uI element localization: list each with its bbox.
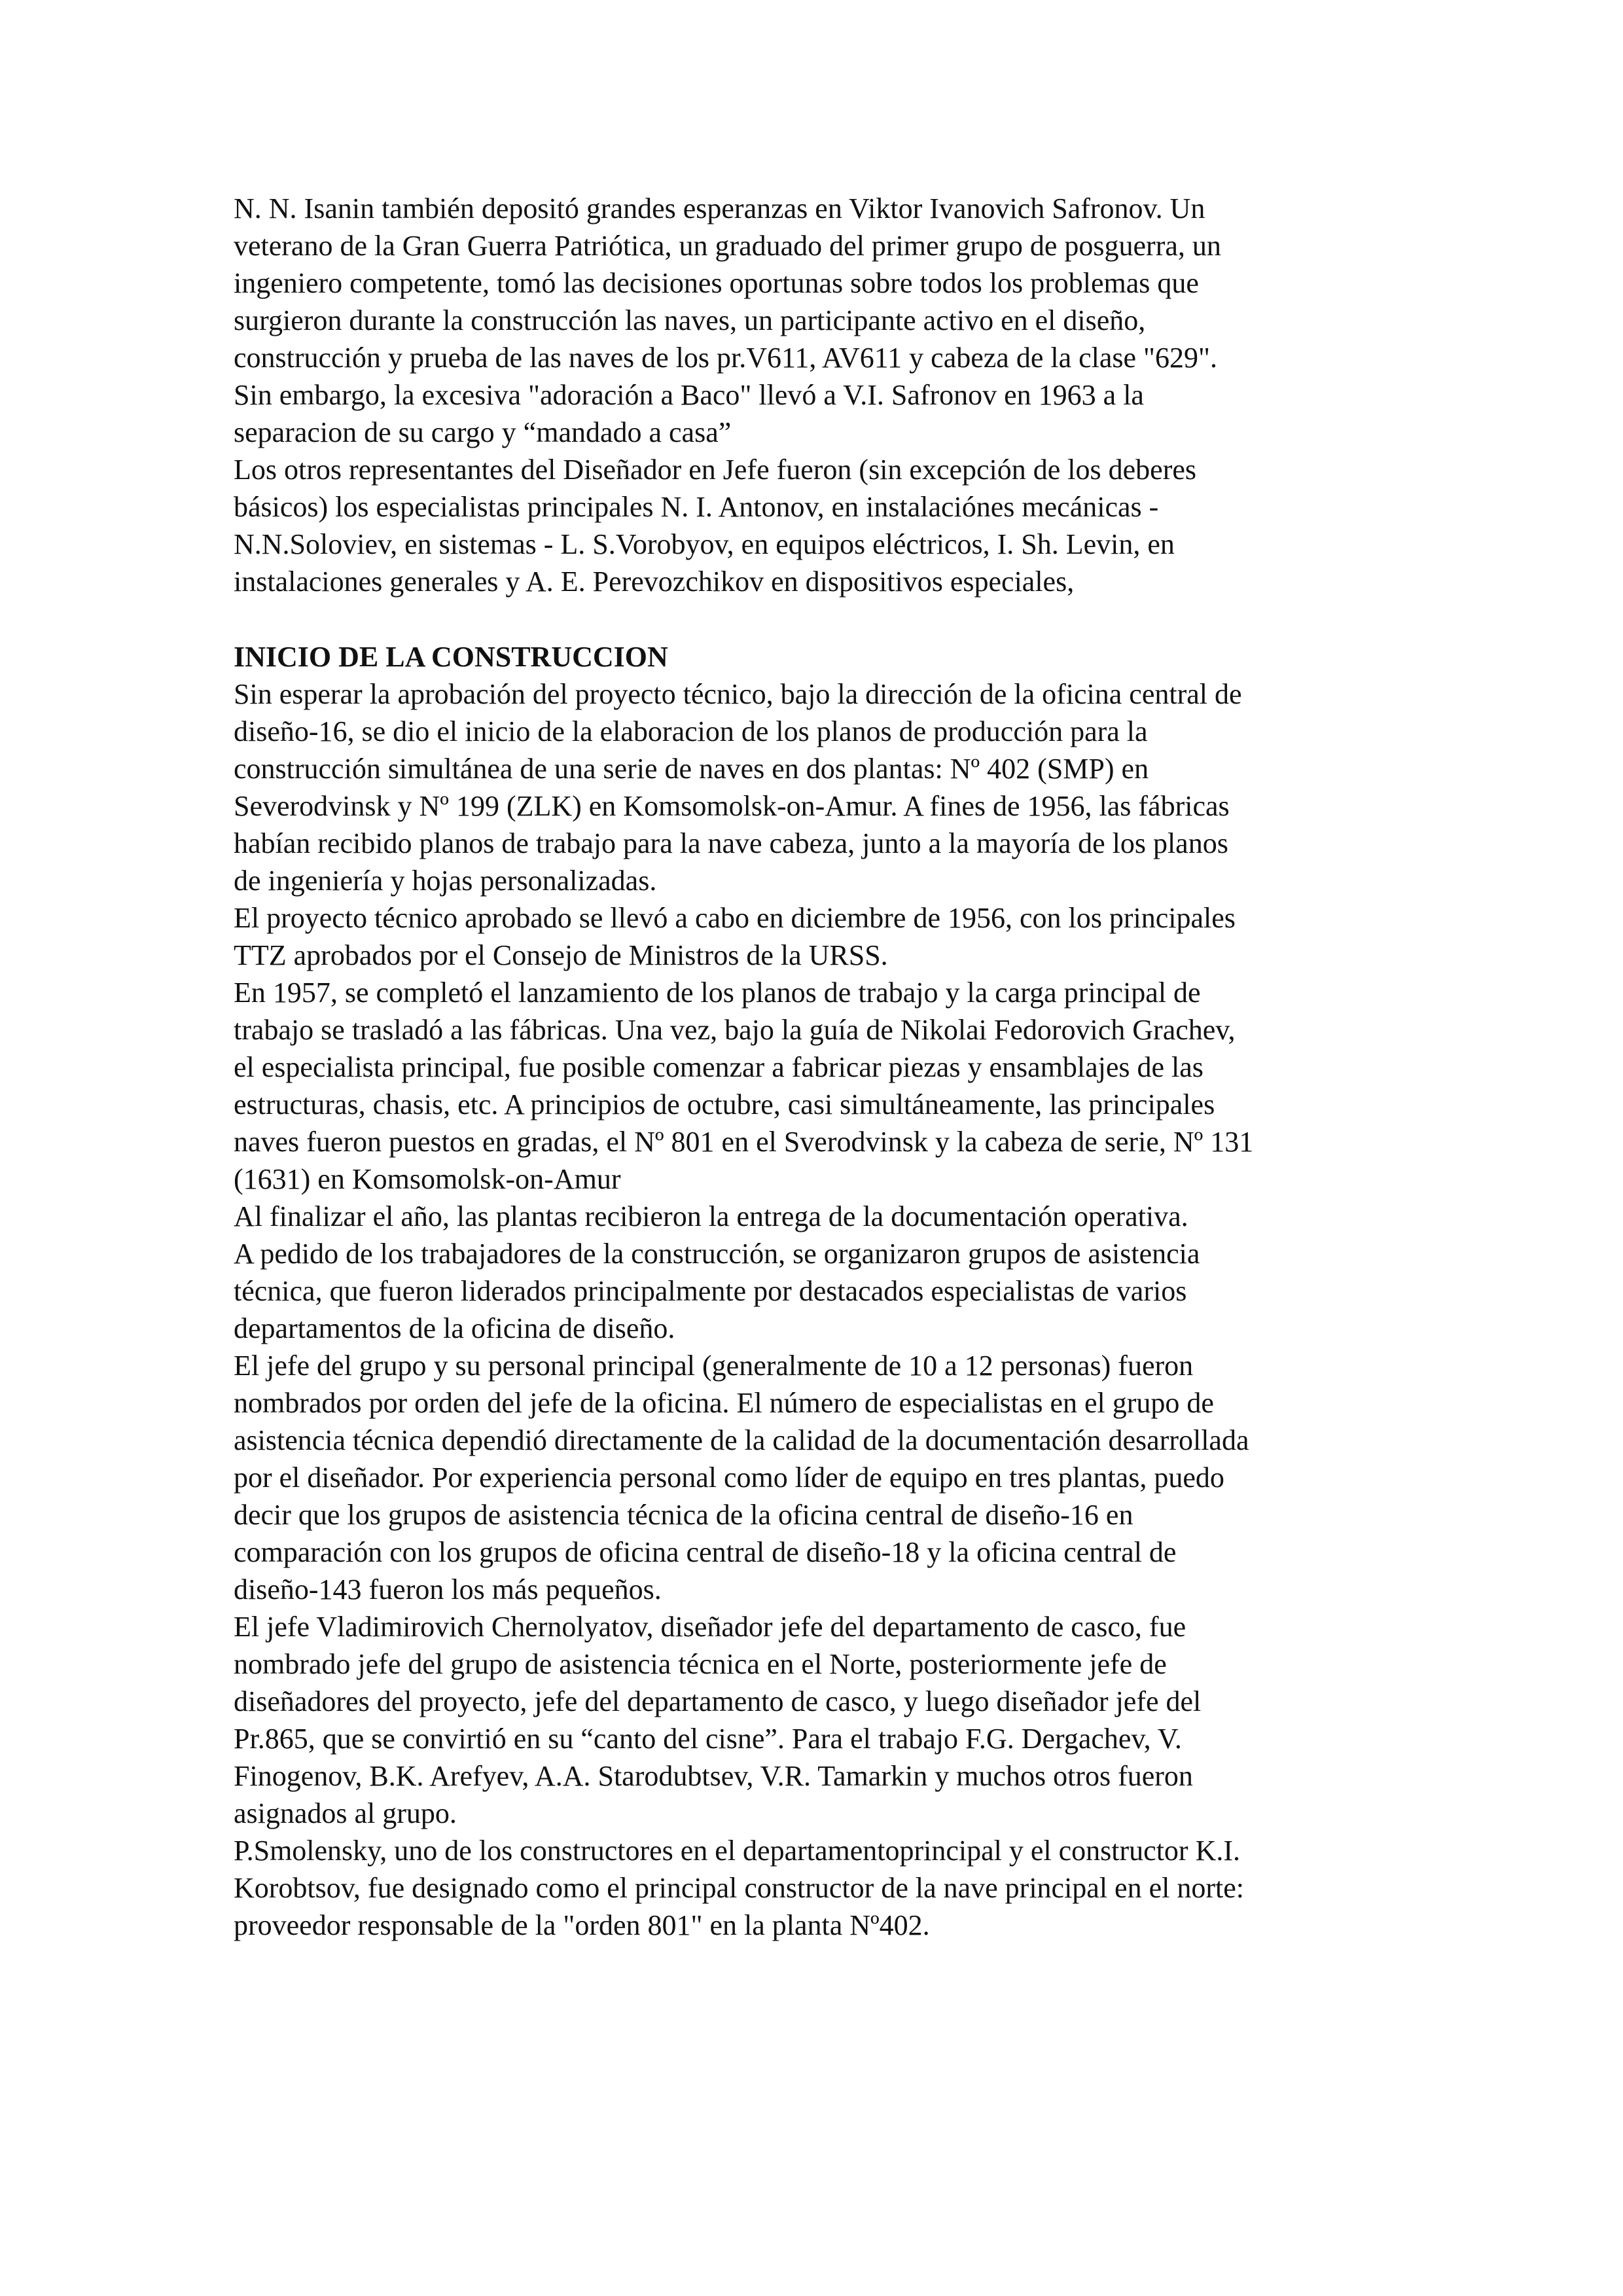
- text-line: Sin esperar la aprobación del proyecto técnico, bajo la dirección de la oficina central de: [234, 678, 1242, 710]
- text-line: construcción y prueba de las naves de los pr.V611, AV611 y cabeza de la clase "629".: [234, 342, 1217, 374]
- text-line: asistencia técnica dependió directamente de la calidad de la documentación desarrollada: [234, 1424, 1249, 1456]
- text-line: por el diseñador. Por experiencia personal como líder de equipo en tres plantas, puedo: [234, 1462, 1224, 1494]
- text-line: básicos) los especialistas principales N. I. Antonov, en instalaciónes mecánicas -: [234, 491, 1159, 523]
- text-line: diseño-143 fueron los más pequeños.: [234, 1573, 662, 1605]
- text-line: TTZ aprobados por el Consejo de Ministros de la URSS.: [234, 939, 888, 971]
- text-line: instalaciones generales y A. E. Perevozchikov en dispositivos especiales,: [234, 565, 1075, 598]
- text-line: estructuras, chasis, etc. A principios de octubre, casi simultáneamente, las principales: [234, 1088, 1215, 1121]
- text-line: veterano de la Gran Guerra Patriótica, un graduado del primer grupo de posguerra, un: [234, 230, 1221, 262]
- text-line: separacion de su cargo y “mandado a casa”: [234, 416, 732, 448]
- text-line: el especialista principal, fue posible comenzar a fabricar piezas y ensamblajes de las: [234, 1051, 1204, 1083]
- text-line: nombrados por orden del jefe de la oficina. El número de especialistas en el grupo de: [234, 1387, 1214, 1419]
- text-line: Finogenov, B.K. Arefyev, A.A. Starodubtsev, V.R. Tamarkin y muchos otros fueron: [234, 1760, 1193, 1792]
- text-line: El jefe del grupo y su personal principal (generalmente de 10 a 12 personas) fueron: [234, 1350, 1194, 1382]
- text-line: N.N.Soloviev, en sistemas - L. S.Vorobyov, en equipos eléctricos, I. Sh. Levin, en: [234, 528, 1175, 560]
- text-line: de ingeniería y hojas personalizadas.: [234, 865, 657, 897]
- text-line: diseño-16, se dio el inicio de la elaboracion de los planos de producción para la: [234, 715, 1148, 747]
- text-line: departamentos de la oficina de diseño.: [234, 1312, 675, 1344]
- text-line: A pedido de los trabajadores de la construcción, se organizaron grupos de asistencia: [234, 1238, 1200, 1270]
- text-line: nombrado jefe del grupo de asistencia técnica en el Norte, posteriormente jefe de: [234, 1648, 1167, 1680]
- text-line: técnica, que fueron liderados principalmente por destacados especialistas de varios: [234, 1275, 1187, 1307]
- text-line: Al finalizar el año, las plantas recibieron la entrega de la documentación operativa.: [234, 1200, 1188, 1232]
- text-line: Sin embargo, la excesiva "adoración a Baco" llevó a V.I. Safronov en 1963 a la: [234, 379, 1144, 411]
- construction-section: [234, 638, 1399, 1944]
- text-line: P.Smolensky, uno de los constructores en el departamentoprincipal y el constructor K.I.: [234, 1835, 1241, 1867]
- text-line: comparación con los grupos de oficina central de diseño-18 y la oficina central de: [234, 1536, 1177, 1568]
- text-line: N. N. Isanin también depositó grandes esperanzas en Viktor Ivanovich Safronov. Un: [234, 192, 1205, 224]
- text-line: decir que los grupos de asistencia técnica de la oficina central de diseño-16 en: [234, 1499, 1133, 1531]
- text-line: proveedor responsable de la "orden 801" en la planta Nº402.: [234, 1909, 930, 1941]
- text-line: Los otros representantes del Diseñador en Jefe fueron (sin excepción de los deberes: [234, 454, 1197, 486]
- text-line: (1631) en Komsomolsk-on-Amur: [234, 1163, 621, 1195]
- text-line: trabajo se trasladó a las fábricas. Una vez, bajo la guía de Nikolai Fedorovich Grachev,: [234, 1014, 1236, 1046]
- intro-paragraph: [234, 190, 1399, 600]
- text-line: Severodvinsk y Nº 199 (ZLK) en Komsomolsk-on-Amur. A fines de 1956, las fábricas: [234, 790, 1230, 822]
- text-line: asignados al grupo.: [234, 1797, 457, 1829]
- text-line: El proyecto técnico aprobado se llevó a cabo en diciembre de 1956, con los principales: [234, 902, 1236, 934]
- text-line: habían recibido planos de trabajo para la nave cabeza, junto a la mayoría de los planos: [234, 827, 1228, 859]
- text-line: diseñadores del proyecto, jefe del departamento de casco, y luego diseñador jefe del: [234, 1685, 1202, 1717]
- section-heading: INICIO DE LA CONSTRUCCION: [234, 641, 668, 673]
- text-line: En 1957, se completó el lanzamiento de los planos de trabajo y la carga principal de: [234, 977, 1201, 1009]
- text-line: construcción simultánea de una serie de naves en dos plantas: Nº 402 (SMP) en: [234, 753, 1149, 785]
- text-line: ingeniero competente, tomó las decisiones oportunas sobre todos los problemas que: [234, 267, 1199, 299]
- text-line: Pr.865, que se convirtió en su “canto del cisne”. Para el trabajo F.G. Dergachev, V.: [234, 1723, 1182, 1755]
- text-line: naves fueron puestos en gradas, el Nº 801 en el Sverodvinsk y la cabeza de serie, Nº 131: [234, 1126, 1254, 1158]
- text-line: Korobtsov, fue designado como el principal constructor de la nave principal en el norte:: [234, 1872, 1244, 1904]
- text-line: surgieron durante la construcción las naves, un participante activo en el diseño,: [234, 304, 1146, 336]
- text-line: El jefe Vladimirovich Chernolyatov, diseñador jefe del departamento de casco, fue: [234, 1611, 1186, 1643]
